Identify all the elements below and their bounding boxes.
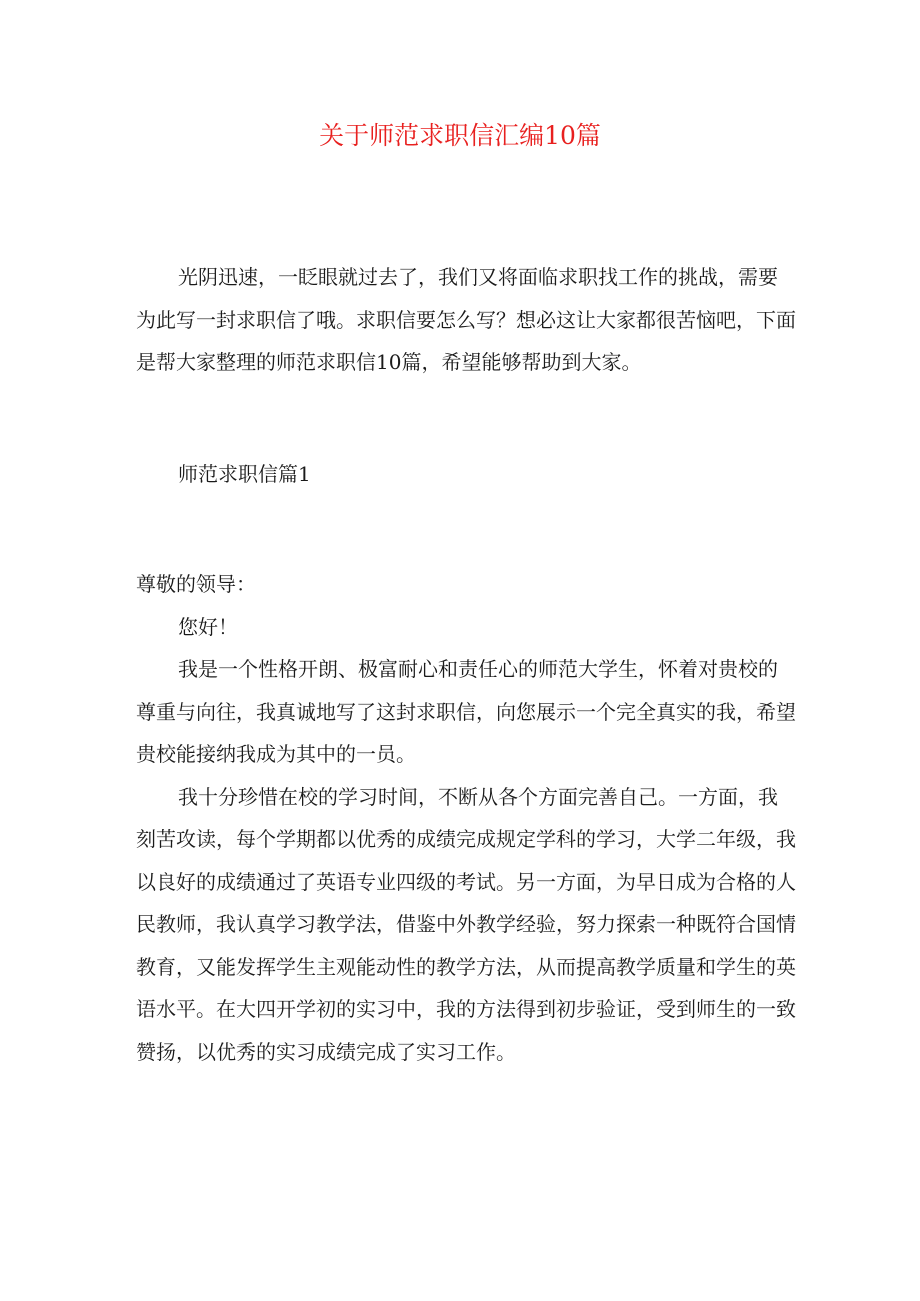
salutation: 尊敬的领导：	[136, 572, 256, 596]
greeting: 您好！	[178, 614, 238, 639]
intro-paragraph: 光阴迅速，一眨眼就过去了，我们又将面临求职找工作的挑战，需要为此写一封求职信了哦。求职信要怎么写？想必这让大家都很苦恼吧，下面是帮大家整理的师范求职信10篇，希望能够帮助到大家。	[136, 265, 796, 374]
document-title: 关于师范求职信汇编10篇	[319, 121, 601, 150]
document-body	[136, 256, 796, 1073]
section-heading: 师范求职信篇1	[178, 461, 311, 486]
body-paragraph-2: 我十分珍惜在校的学习时间，不断从各个方面完善自己。一方面，我刻苦攻读，每个学期都以优秀的成绩完成规定学科的学习，大学二年级，我以良好的成绩通过了英语专业四级的考试。另一方面，为早日成为合格的人民教师，我认真学习教学法，借鉴中外教学经验，努力探索一种既符合国情教育，又能发挥学生主观能动性的教学方法，从而提高教学质量和学生的英语水平。在大四开学初的实习中，我的方法得到初步验证，受到师生的一致赞扬，以优秀的实习成绩完成了实习工作。	[136, 784, 796, 1064]
body-paragraph-1: 我是一个性格开朗、极富耐心和责任心的师范大学生，怀着对贵校的尊重与向往，我真诚地写了这封求职信，向您展示一个完全真实的我，希望贵校能接纳我成为其中的一员。	[136, 657, 796, 766]
